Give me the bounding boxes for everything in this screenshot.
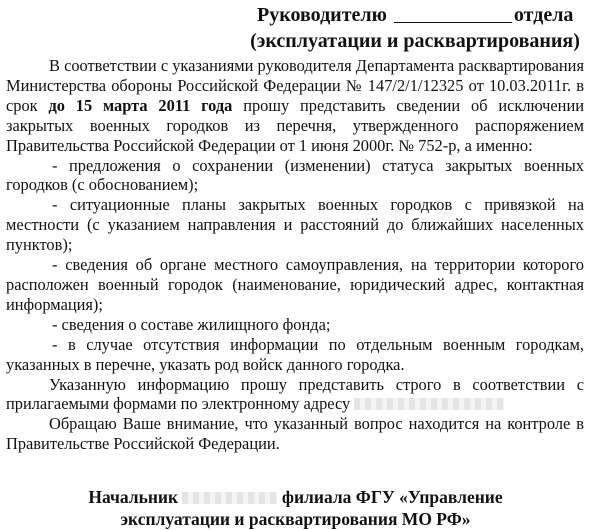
paragraph-request-start: В соответствии с указаниями руководителя Департамента расквартирования Министерства обороны Российской Федерации № 147/2/1/12325 от 10.03.2011г. в срок [6, 56, 584, 115]
signature-line-1 [0, 486, 591, 508]
paragraph-request [6, 56, 584, 156]
paragraph-attention: Обращаю Ваше внимание, что указанный вопрос находится на контроле в Правительстве Российской Федерации. [6, 414, 584, 454]
addressee-blank-line [394, 4, 512, 23]
addressee-prefix: Руководителю [257, 4, 387, 26]
list-item: - сведения о составе жилищного фонда; [52, 314, 331, 334]
signature-block [0, 486, 591, 530]
list-item: - предложения о сохранении (изменении) статуса закрытых военных городков (с обоснованием); [6, 155, 584, 195]
paragraph-request-end: прошу представить сведении об исключении закрытых военных городков из перечня, утвержденного распоряжением Правительства Российской Федерации от 1 июня 2000г. № 752-р, а именно: [6, 95, 584, 155]
deadline-text: до 15 марта 2011 года [48, 95, 233, 115]
redacted-email [354, 398, 504, 410]
signature-suffix: филиала ФГУ «Управление [281, 487, 503, 507]
signature-prefix: Начальник [88, 487, 179, 507]
letter-body [6, 56, 584, 454]
paragraph-email-text: Указанную информацию прошу представить строго в соответствии с прилагаемыми формами по электронному адресу [6, 374, 584, 414]
list-item: - сведения об органе местного самоуправления, на территории которого расположен военный городок (наименование, юридический адрес, контактная информация); [6, 255, 584, 314]
list-item: - ситуационные планы закрытых военных городков с привязкой на местности (с указанием направления и расстояний до ближайших населенных пунктов); [6, 195, 584, 255]
list-item: - в случае отсутствия информации по отдельным военным городкам, указанных в перечне, указать род войск данного городка. [6, 334, 584, 374]
signature-line-2: эксплуатации и расквартирования МО РФ» [120, 509, 471, 529]
addressee-line-2: (эксплуатации и расквартирования) [250, 30, 580, 52]
addressee-suffix: отдела [513, 4, 574, 26]
addressee-header [245, 2, 585, 54]
addressee-line-1 [245, 2, 585, 28]
paragraph-email [6, 375, 584, 415]
redacted-name [182, 492, 277, 504]
